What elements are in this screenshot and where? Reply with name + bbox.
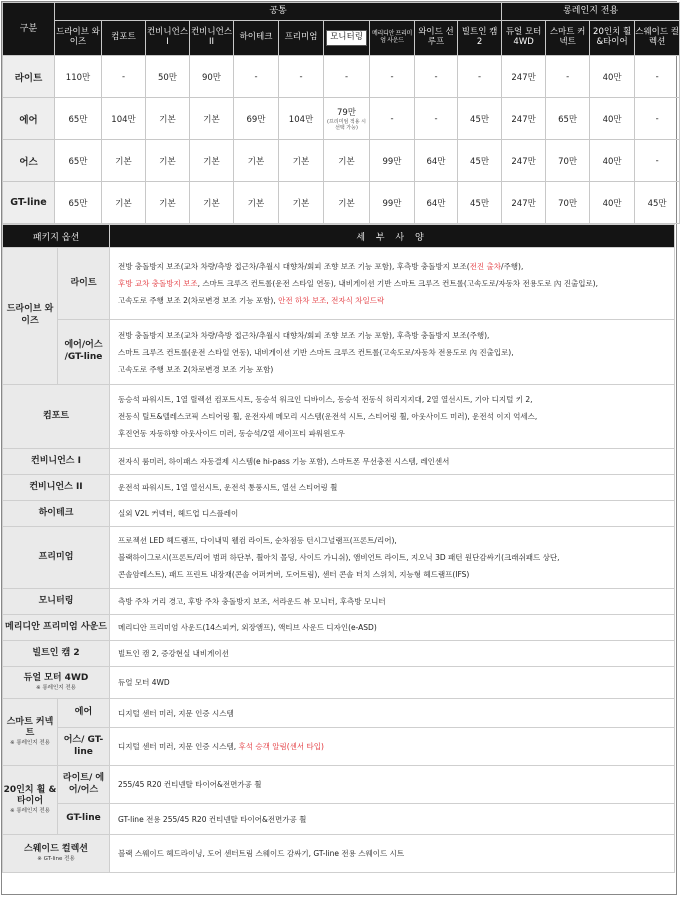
drive-wise-light-label: 라이트 [58, 248, 110, 320]
suede-collection-label: 스웨이드 컬렉션 ※ GT-line 전용 [3, 835, 110, 873]
table-row [3, 804, 675, 835]
monitoring-column-header: 모니터링 [324, 21, 370, 56]
table-cell: 40만 [590, 182, 635, 224]
table-row [3, 766, 675, 804]
column-header: 듀얼 모터 4WD [502, 21, 546, 56]
smart-connect-earth-label: 어스/ GT-line [58, 728, 110, 766]
premium-label: 프리미엄 [3, 527, 110, 589]
table-row [3, 98, 680, 140]
table-cell: - [370, 56, 415, 98]
column-header: 스웨이드 컬렉션 [635, 21, 680, 56]
table-row [3, 835, 675, 873]
table-cell: 104만 [102, 98, 146, 140]
drive-wise-other-label: 에어/어스 /GT-line [58, 320, 110, 385]
table-cell: 64만 [415, 182, 458, 224]
table-cell: 90만 [190, 56, 234, 98]
smart-connect-label: 스마트 커넥트 ※ 롱레인지 전용 [3, 699, 58, 766]
table-cell: 40만 [590, 140, 635, 182]
table-cell: 기본 [234, 140, 279, 182]
long-range-note: ※ 롱레인지 전용 [10, 808, 50, 815]
meridian-desc: 메리디안 프리미엄 사운드(14스피커, 외장앰프), 액티브 사운드 디자인(e-ASD) [110, 615, 675, 641]
wheel-20-trim-b-label: GT-line [58, 804, 110, 835]
highlight-text: 안전 하차 보조, 전자식 차일드락 [278, 296, 385, 305]
table-cell: 기본 [146, 182, 190, 224]
dual-motor-label: 듀얼 모터 4WD ※ 롱레인지 전용 [3, 667, 110, 699]
table-row [3, 475, 675, 501]
table-row [3, 699, 675, 728]
builtin-cam-label: 빌트인 캠 2 [3, 641, 110, 667]
monitoring-desc: 측방 주차 거리 경고, 후방 주차 충돌방지 보조, 서라운드 뷰 모니터, 후측방 모니터 [110, 589, 675, 615]
row-name: 라이트 [3, 56, 55, 98]
table-cell: - [635, 140, 680, 182]
table-cell: 70만 [546, 140, 590, 182]
table-cell: - [234, 56, 279, 98]
table-row [3, 527, 675, 589]
drive-wise-light-desc [110, 248, 675, 320]
table-cell: 110만 [55, 56, 102, 98]
table-cell: 기본 [146, 98, 190, 140]
long-range-note: ※ 롱레인지 전용 [36, 684, 76, 691]
table-row [3, 182, 680, 224]
long-range-note: ※ 롱레인지 전용 [10, 740, 50, 747]
table-cell: 65만 [55, 98, 102, 140]
dual-motor-desc: 듀얼 모터 4WD [110, 667, 675, 699]
table-cell: 45만 [458, 98, 502, 140]
hitech-label: 하이테크 [3, 501, 110, 527]
wheel-20-trim-a-label: 라이트/ 에어/어스 [58, 766, 110, 804]
table-cell: 65만 [546, 98, 590, 140]
column-header: 프리미엄 [279, 21, 324, 56]
table-cell: 99만 [370, 140, 415, 182]
table-row [3, 641, 675, 667]
desc-line: 전방 충돌방지 보조(교차 차량/측방 접근차/추월시 대향차/회피 조향 보조 기능 포함), 후측방 충돌방지 보조(전진 출차/주행), [118, 262, 524, 271]
convenience-2-desc: 운전석 파워시트, 1열 열선시트, 운전석 통풍시트, 열선 스티어링 휠 [110, 475, 675, 501]
meridian-label: 메리디안 프리미엄 사운드 [3, 615, 110, 641]
comfort-label: 컴포트 [3, 385, 110, 449]
builtin-cam-desc: 빌트인 캠 2, 증강현실 내비게이션 [110, 641, 675, 667]
table-cell: 40만 [590, 98, 635, 140]
table-cell: 45만 [458, 182, 502, 224]
detail-spec-header: 세 부 사 양 [110, 225, 675, 248]
table-cell: 70만 [546, 182, 590, 224]
long-range-group-header: 롱레인지 전용 [502, 3, 680, 21]
table-cell: 247만 [502, 140, 546, 182]
table-cell: 45만 [458, 140, 502, 182]
table-cell: - [458, 56, 502, 98]
table-row [3, 320, 675, 385]
column-header: 컴포트 [102, 21, 146, 56]
table-cell: 40만 [590, 56, 635, 98]
table-cell: - [370, 98, 415, 140]
table-cell: - [415, 98, 458, 140]
common-group-header: 공통 [55, 3, 502, 21]
category-header: 구분 [3, 3, 55, 56]
column-header: 20인치 휠&타이어 [590, 21, 635, 56]
table-cell: 기본 [279, 182, 324, 224]
comfort-desc: 동승석 파워시트, 1열 릴렉션 컴포트시트, 동승석 워크인 디바이스, 동승석 전동식 허리지지대, 2열 열선시트, 기아 디지털 키 2, 전동식 틸트&텔레스코픽 스티어링 휠, 운전자세 메모리 시스템(운전석 시트, 스티어링 휠, 아웃사이드 미러), 운전석 이지 억세스, 후진연동 자동하향 아웃사이드 미러, 동승석/2열 세이프티 파워윈도우 [110, 385, 675, 449]
table-cell: 기본 [102, 140, 146, 182]
table-cell: 247만 [502, 98, 546, 140]
table-row [3, 248, 675, 320]
table-cell: 기본 [324, 182, 370, 224]
row-name: 에어 [3, 98, 55, 140]
monitoring-note: (프리미엄 적용 시 선택 가능) [327, 119, 366, 131]
table-cell: - [635, 98, 680, 140]
table-cell: - [324, 56, 370, 98]
column-header: 메리디안 프리미엄 사운드 [370, 21, 415, 56]
table-cell: - [635, 56, 680, 98]
table-row [3, 667, 675, 699]
table-cell: 45만 [635, 182, 680, 224]
table-row [3, 615, 675, 641]
drive-wise-label: 드라이브 와이즈 [3, 248, 58, 385]
table-cell: 65만 [55, 182, 102, 224]
table-cell: 기본 [102, 182, 146, 224]
table-row [3, 589, 675, 615]
table-row [3, 385, 675, 449]
column-header: 드라이브 와이즈 [55, 21, 102, 56]
table-row [3, 728, 675, 766]
table-cell: 기본 [190, 98, 234, 140]
table-cell: 50만 [146, 56, 190, 98]
table-cell: 65만 [55, 140, 102, 182]
table-cell: 247만 [502, 56, 546, 98]
table-cell: 69만 [234, 98, 279, 140]
table-cell: 기본 [234, 182, 279, 224]
smart-connect-air-desc: 디지털 센터 미러, 지문 인증 시스템 [110, 699, 675, 728]
column-header: 컨비니언스 II [190, 21, 234, 56]
convenience-1-label: 컨비니언스 I [3, 449, 110, 475]
table-row [3, 56, 680, 98]
table-cell: 247만 [502, 182, 546, 224]
hitech-desc: 실외 V2L 커넥터, 헤드업 디스플레이 [110, 501, 675, 527]
table-row [3, 501, 675, 527]
table-row [3, 449, 675, 475]
convenience-2-label: 컨비니언스 II [3, 475, 110, 501]
table-row [3, 140, 680, 182]
table-cell: 기본 [146, 140, 190, 182]
column-header: 와이드 선루프 [415, 21, 458, 56]
convenience-1-desc: 전자식 룸미러, 하이패스 자동결제 시스템(e hi-pass 기능 포함), 스마트폰 무선충전 시스템, 레인센서 [110, 449, 675, 475]
premium-desc: 프로젝션 LED 헤드램프, 다이내믹 웰컴 라이트, 순차점등 턴시그널램프(프론트/리어), 블랙하이그로시(프론트/리어 범퍼 하단부, 휠아치 몰딩, 사이드 가니쉬), 앰비언트 라이트, 지오닉 3D 패턴 원단감싸기(크래쉬패드 상단, 콘솔암레스트), 패드 프린트 내장재(콘솔 어퍼커버, 도어트림), 센터 콘솔 터치 스위치, 지능형 헤드램프(IFS) [110, 527, 675, 589]
wheel-20-trim-a-desc: 255/45 R20 컨티넨탈 타이어&전면가공 휠 [110, 766, 675, 804]
package-option-header: 패키지 옵션 [3, 225, 110, 248]
highlight-text: 후석 승객 알림(센서 타입) [238, 742, 324, 751]
wheel-20-trim-b-desc: GT-line 전용 255/45 R20 컨티넨탈 타이어&전면가공 휠 [110, 804, 675, 835]
table-cell: 기본 [190, 140, 234, 182]
table-cell: - [546, 56, 590, 98]
row-name: 어스 [3, 140, 55, 182]
table-cell: - [415, 56, 458, 98]
monitoring-cell [324, 98, 370, 140]
desc-line: 후방 교차 충돌방지 보조, 스마트 크루즈 컨트롤(운전 스타일 연동), 내비게이션 기반 스마트 크루즈 컨트롤(고속도로/자동차 전용도로 內 진출입로), [118, 279, 598, 288]
wheel-20-label: 20인치 휠 & 타이어 ※ 롱레인지 전용 [3, 766, 58, 835]
table-cell: 기본 [279, 140, 324, 182]
column-header: 하이테크 [234, 21, 279, 56]
drive-wise-other-desc: 전방 충돌방지 보조(교차 차량/측방 접근차/추월시 대향차/회피 조향 보조 기능 포함), 후측방 충돌방지 보조(주행), 스마트 크루즈 컨트롤(운전 스타일 연동), 내비게이션 기반 스마트 크루즈 컨트롤(고속도로/자동차 전용도로 內 진출입로), 고속도로 주행 보조 2(차로변경 보조 기능 포함) [110, 320, 675, 385]
package-option-table [2, 224, 675, 873]
table-cell: 기본 [190, 182, 234, 224]
trim-price-table [2, 2, 680, 224]
highlight-text: 후방 교차 충돌방지 보조 [118, 279, 198, 288]
highlight-text: 전진 출차 [469, 262, 502, 271]
smart-connect-earth-desc: 디지털 센터 미러, 지문 인증 시스템, 후석 승객 알림(센서 타입) [110, 728, 675, 766]
smart-connect-air-label: 에어 [58, 699, 110, 728]
table-cell: - [279, 56, 324, 98]
table-cell: 99만 [370, 182, 415, 224]
suede-collection-desc: 블랙 스웨이드 헤드라이닝, 도어 센터트림 스웨이드 감싸기, GT-line 전용 스웨이드 시트 [110, 835, 675, 873]
row-name: GT-line [3, 182, 55, 224]
table-cell: 기본 [324, 140, 370, 182]
gt-line-note: ※ GT-line 전용 [37, 855, 75, 862]
column-header: 빌트인 캠 2 [458, 21, 502, 56]
desc-line: 고속도로 주행 보조 2(차로변경 보조 기능 포함), 안전 하차 보조, 전자식 차일드락 [118, 296, 385, 305]
column-header: 컨비니언스 I [146, 21, 190, 56]
table-cell: - [102, 56, 146, 98]
monitoring-label: 모니터링 [3, 589, 110, 615]
table-cell-value: 79만 [336, 108, 357, 118]
column-header: 스마트 커넥트 [546, 21, 590, 56]
table-cell: 64만 [415, 140, 458, 182]
table-cell: 104만 [279, 98, 324, 140]
